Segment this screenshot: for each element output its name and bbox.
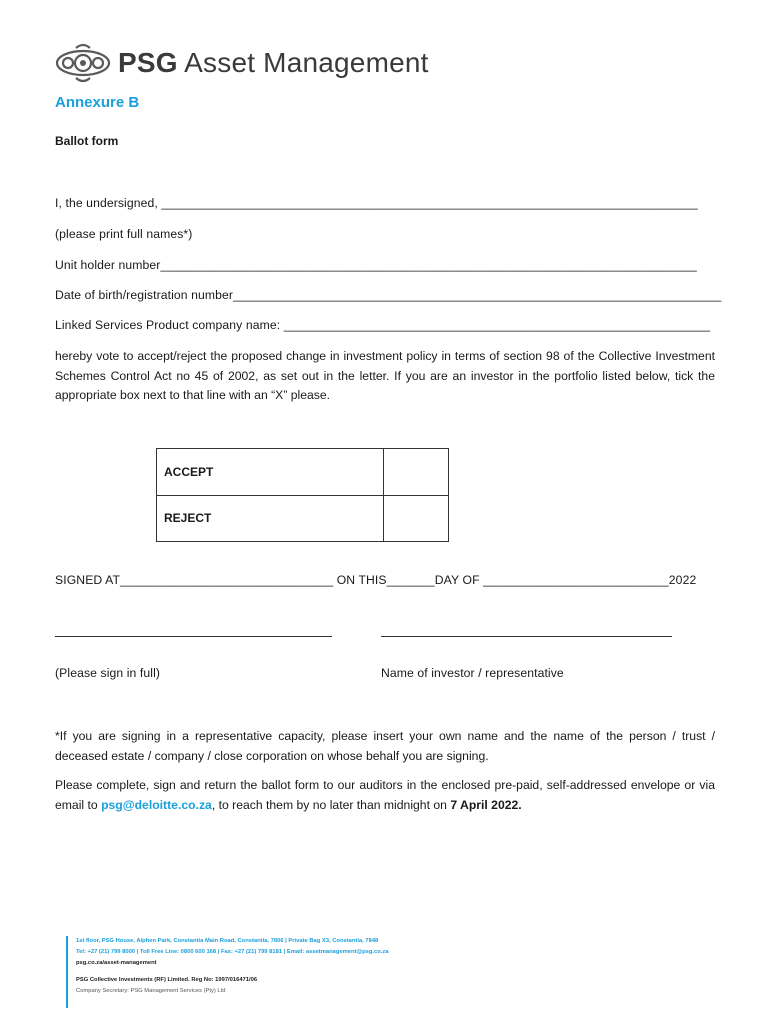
signed-at-field[interactable]: SIGNED AT_______________________________ ON THIS_______DAY OF ___________________________2022 — [55, 573, 697, 587]
brand-name — [118, 47, 429, 79]
investor-name-label: Name of investor / representative — [381, 666, 564, 680]
auditor-email-link[interactable]: psg@deloitte.co.za — [101, 797, 212, 812]
footer-address: 1st floor, PSG House, Alphen Park, Constantia Main Road, Constantia, 7806 | Private Bag X3, Constantia, 7848 — [76, 938, 379, 944]
unit-holder-field[interactable]: Unit holder number______________________________________________________________________________ — [55, 258, 697, 272]
footer — [66, 936, 389, 1008]
accept-label: ACCEPT — [157, 449, 384, 496]
return-text-mid: , to reach them by no later than midnight on — [211, 797, 451, 812]
table-row — [157, 495, 449, 542]
signature-line[interactable] — [55, 636, 332, 637]
vote-table — [156, 448, 449, 542]
undersigned-field[interactable]: I, the undersigned, ______________________________________________________________________________ — [55, 196, 698, 210]
footer-website[interactable]: psg.co.za/asset-management — [76, 960, 157, 966]
investor-name-line[interactable] — [381, 636, 672, 637]
brand-rest: Asset Management — [184, 47, 429, 78]
vote-paragraph: hereby vote to accept/reject the proposed change in investment policy in terms of section 98 of the Collective Investment Schemes Control Act no 45 of 2002, as set out in the letter. If you are an investor in the portfolio listed below, tick the appropriate box next to that line with an “X” please. — [55, 349, 715, 402]
representative-note: *If you are signing in a representative capacity, please insert your own name and the name of the person / trust / deceased estate / company / close corporation on whose behalf you are signing. — [55, 729, 715, 763]
footer-contact: Tel: +27 (21) 799 8000 | Toll Free Line: 0800 600 168 | Fax: +27 (21) 799 8181 | Email: assetmanagement@psg.co.za — [76, 949, 389, 955]
dob-registration-field[interactable]: Date of birth/registration number_______________________________________________________________________ — [55, 288, 722, 302]
deadline-date: 7 April 2022. — [450, 797, 522, 812]
footer-company: PSG Collective Investments (RF) Limited. Reg No: 1997/016471/06 — [76, 977, 258, 983]
annexure-heading: Annexure B — [55, 94, 140, 111]
return-instructions — [55, 776, 715, 815]
table-row — [157, 449, 449, 496]
accept-checkbox[interactable] — [384, 449, 449, 496]
psg-emblem-icon — [54, 40, 112, 86]
reject-checkbox[interactable] — [384, 495, 449, 542]
return-text: Please complete, sign and return the ballot form to our auditors in the enclosed pre-paid, self-addressed envelope or via email to — [55, 778, 715, 812]
reject-label: REJECT — [157, 495, 384, 542]
print-names-note: (please print full names*) — [55, 227, 193, 241]
footer-secretary: Company Secretary: PSG Management Services (Pty) Ltd — [76, 988, 226, 994]
brand-bold: PSG — [118, 47, 178, 78]
linked-services-field[interactable]: Linked Services Product company name: ______________________________________________________________ — [55, 318, 711, 332]
form-title: Ballot form — [55, 134, 119, 148]
sign-full-label: (Please sign in full) — [55, 666, 161, 680]
psg-logo — [54, 40, 429, 86]
